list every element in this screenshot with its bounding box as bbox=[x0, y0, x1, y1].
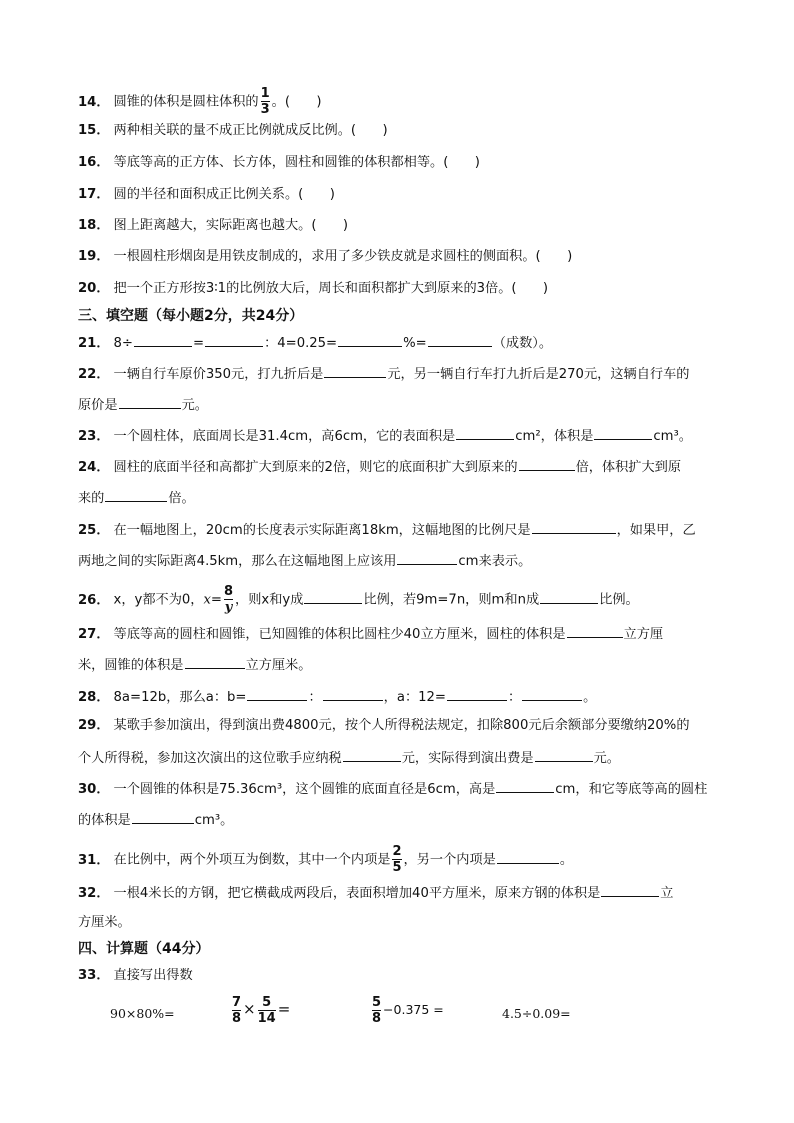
question-number: 33． bbox=[78, 968, 110, 983]
math-operator: = bbox=[277, 1000, 291, 1018]
question-31 bbox=[78, 845, 573, 874]
question-text: 圆锥的体积是圆柱体积的 bbox=[113, 94, 259, 110]
answer-blank[interactable] bbox=[497, 850, 559, 864]
question-29-cont bbox=[78, 748, 620, 768]
question-text: 两种相关联的量不成正比例就成反比例。( ) bbox=[113, 123, 388, 138]
fraction-numerator: 5 bbox=[372, 995, 382, 1010]
calc-item-4: 4.5÷0.09= bbox=[502, 1006, 571, 1021]
answer-blank[interactable] bbox=[532, 520, 616, 534]
question-text: 立 bbox=[660, 886, 674, 901]
answer-bracket: 。( ) bbox=[271, 94, 322, 110]
question-number: 24． bbox=[78, 460, 110, 475]
answer-blank[interactable] bbox=[496, 779, 554, 793]
question-24 bbox=[78, 457, 681, 477]
question-24-cont bbox=[78, 488, 195, 508]
question-number: 23． bbox=[78, 429, 110, 444]
answer-blank[interactable] bbox=[247, 687, 307, 701]
question-text: 比例，若9m=7n，则m和n成 bbox=[363, 592, 540, 608]
question-number: 20． bbox=[78, 281, 110, 296]
answer-blank[interactable] bbox=[119, 395, 181, 409]
fraction bbox=[392, 845, 401, 874]
question-text: 等底等高的正方体、长方体，圆柱和圆锥的体积都相等。( ) bbox=[113, 155, 480, 170]
answer-blank[interactable] bbox=[132, 810, 194, 824]
question-text: ，a：12= bbox=[383, 690, 446, 705]
question-number: 18． bbox=[78, 218, 110, 233]
section-heading: 四、计算题（44分） bbox=[78, 941, 210, 957]
calc-item-2 bbox=[230, 996, 290, 1025]
question-number: 21． bbox=[78, 336, 110, 351]
question-number: 30． bbox=[78, 782, 110, 797]
question-text: 某歌手参加演出，得到演出费4800元，按个人所得税法规定，扣除800元后余额部分要缴纳20%的 bbox=[113, 718, 690, 733]
fraction bbox=[261, 87, 270, 116]
answer-blank[interactable] bbox=[428, 333, 492, 347]
question-number: 15． bbox=[78, 123, 110, 138]
question-30 bbox=[78, 779, 707, 799]
question-text: 个人所得税，参加这次演出的这位歌手应纳税 bbox=[78, 751, 342, 766]
question-text: 方厘米。 bbox=[78, 915, 131, 930]
question-number: 17． bbox=[78, 187, 110, 202]
question-15 bbox=[78, 122, 388, 140]
question-text: 米，圆锥的体积是 bbox=[78, 658, 184, 673]
question-28 bbox=[78, 687, 596, 707]
question-22 bbox=[78, 364, 689, 384]
question-32-cont bbox=[78, 914, 131, 932]
answer-blank[interactable] bbox=[522, 687, 582, 701]
question-21 bbox=[78, 333, 552, 353]
answer-blank[interactable] bbox=[535, 748, 593, 762]
question-text: 图上距离越大，实际距离也越大。( ) bbox=[113, 218, 349, 233]
question-text: 一个圆锥的体积是75.36cm³，这个圆锥的底面直径是6cm，高是 bbox=[113, 782, 496, 797]
answer-blank[interactable] bbox=[601, 883, 659, 897]
answer-blank[interactable] bbox=[134, 333, 192, 347]
fraction-denominator: 8 bbox=[372, 1011, 382, 1026]
question-text: 直接写出得数 bbox=[113, 968, 193, 983]
question-text: %= bbox=[403, 336, 427, 351]
calc-item-1: 90×80%= bbox=[110, 1006, 175, 1021]
question-text: ： bbox=[507, 690, 522, 705]
question-number: 27． bbox=[78, 627, 110, 642]
fraction-denominator: 3 bbox=[260, 102, 270, 117]
math-operator: × bbox=[243, 1000, 256, 1018]
fraction-numerator: 8 bbox=[223, 584, 234, 599]
question-text: 一根圆柱形烟囱是用铁皮制成的，求用了多少铁皮就是求圆柱的侧面积。( ) bbox=[113, 249, 573, 264]
question-text: 一个圆柱体，底面周长是31.4cm，高6cm，它的表面积是 bbox=[113, 429, 456, 444]
fraction bbox=[232, 996, 241, 1025]
answer-blank[interactable] bbox=[304, 590, 362, 604]
question-text: ，如果甲，乙 bbox=[616, 523, 696, 538]
question-text: 圆的半径和面积成正比例关系。( ) bbox=[113, 187, 335, 202]
question-text: 元，另一辆自行车打九折后是270元，这辆自行车的 bbox=[387, 367, 690, 382]
question-32 bbox=[78, 883, 673, 903]
question-text: 立方厘 bbox=[623, 627, 664, 642]
fraction-numerator: 7 bbox=[232, 995, 242, 1010]
question-text: cm，和它等底等高的圆柱 bbox=[555, 782, 708, 797]
question-text: 比例。 bbox=[599, 592, 639, 608]
question-text: （成数）。 bbox=[492, 336, 553, 351]
question-text: 在比例中，两个外项互为倒数，其中一个内项是 bbox=[113, 852, 391, 868]
question-text: = bbox=[193, 336, 205, 351]
answer-blank[interactable] bbox=[540, 590, 598, 604]
math-operator: = bbox=[210, 592, 222, 608]
question-text: 8a=12b，那么a：b= bbox=[113, 690, 247, 705]
answer-blank[interactable] bbox=[323, 687, 383, 701]
question-text: 等底等高的圆柱和圆锥，已知圆锥的体积比圆柱少40立方厘米，圆柱的体积是 bbox=[113, 627, 566, 642]
question-text: ，则x和y成 bbox=[235, 592, 304, 608]
question-text: 把一个正方形按3∶1的比例放大后，周长和面积都扩大到原来的3倍。( ) bbox=[113, 281, 549, 296]
question-18 bbox=[78, 217, 348, 235]
question-number: 28． bbox=[78, 690, 110, 705]
answer-blank[interactable] bbox=[105, 488, 167, 502]
math-variable: x bbox=[203, 592, 211, 608]
answer-blank[interactable] bbox=[343, 748, 401, 762]
question-number: 14． bbox=[78, 94, 110, 110]
question-text: 倍。 bbox=[168, 491, 195, 506]
question-26 bbox=[78, 585, 639, 614]
fraction bbox=[258, 996, 276, 1025]
question-25-cont bbox=[78, 551, 531, 571]
question-text: 。 bbox=[559, 852, 574, 868]
question-text: 在一幅地图上，20cm的长度表示实际距离18km，这幅地图的比例尺是 bbox=[113, 523, 531, 538]
question-number: 31． bbox=[78, 852, 110, 868]
question-text: cm³。 bbox=[653, 429, 692, 444]
question-16 bbox=[78, 154, 480, 172]
question-text: 一根4米长的方钢，把它横截成两段后，表面积增加40平方厘米，原来方钢的体积是 bbox=[113, 886, 601, 901]
question-text: ，另一个内项是 bbox=[403, 852, 496, 868]
answer-blank[interactable] bbox=[456, 426, 514, 440]
answer-blank[interactable] bbox=[185, 655, 245, 669]
question-text: 两地之间的实际距离4.5km，那么在这幅地图上应该用 bbox=[78, 554, 397, 569]
question-20 bbox=[78, 280, 548, 298]
question-17 bbox=[78, 186, 335, 204]
question-text: 圆柱的底面半径和高都扩大到原来的2倍，则它的底面积扩大到原来的 bbox=[113, 460, 518, 475]
question-number: 22． bbox=[78, 367, 110, 382]
fraction-denominator: 14 bbox=[257, 1011, 276, 1026]
question-text: ：4=0.25= bbox=[264, 336, 338, 351]
question-text: 元。 bbox=[181, 398, 208, 413]
question-text: x，y都不为0， bbox=[113, 592, 204, 608]
fraction-denominator: 5 bbox=[392, 860, 402, 875]
question-text: cm来表示。 bbox=[458, 554, 532, 569]
fraction-denominator: y bbox=[224, 600, 233, 615]
question-text: 倍，体积扩大到原 bbox=[575, 460, 682, 475]
question-text: 来的 bbox=[78, 491, 105, 506]
answer-blank[interactable] bbox=[519, 457, 575, 471]
fraction-numerator: 2 bbox=[392, 844, 402, 859]
question-number: 32． bbox=[78, 886, 110, 901]
question-33 bbox=[78, 967, 193, 985]
fraction-denominator: 8 bbox=[232, 1011, 242, 1026]
answer-blank[interactable] bbox=[447, 687, 507, 701]
calc-item-3 bbox=[370, 996, 444, 1025]
question-23 bbox=[78, 426, 692, 446]
answer-blank[interactable] bbox=[567, 624, 623, 638]
answer-blank[interactable] bbox=[205, 333, 263, 347]
question-22-cont bbox=[78, 395, 208, 415]
question-29 bbox=[78, 717, 690, 735]
question-number: 25． bbox=[78, 523, 110, 538]
question-text: 。 bbox=[583, 690, 597, 705]
answer-blank[interactable] bbox=[594, 426, 652, 440]
answer-blank[interactable] bbox=[338, 333, 402, 347]
question-text: 元。 bbox=[593, 751, 620, 766]
question-text: cm³。 bbox=[194, 813, 234, 828]
fraction bbox=[372, 996, 381, 1025]
question-number: 16． bbox=[78, 155, 110, 170]
question-text: 8÷ bbox=[113, 336, 133, 351]
fraction-numerator: 5 bbox=[262, 995, 272, 1010]
question-text: cm²，体积是 bbox=[515, 429, 594, 444]
question-text: ： bbox=[308, 690, 322, 705]
question-27 bbox=[78, 624, 663, 644]
question-text: 元，实际得到演出费是 bbox=[401, 751, 534, 766]
question-text: 的体积是 bbox=[78, 813, 131, 828]
question-text: 立方厘米。 bbox=[245, 658, 312, 673]
math-expression: −0.375 = bbox=[383, 1002, 444, 1017]
fraction-numerator: 1 bbox=[260, 86, 270, 101]
fraction bbox=[224, 585, 233, 614]
question-27-cont bbox=[78, 655, 311, 675]
question-30-cont bbox=[78, 810, 233, 830]
question-14 bbox=[78, 87, 322, 116]
question-number: 29． bbox=[78, 718, 110, 733]
section-heading: 三、填空题（每小题2分，共24分） bbox=[78, 308, 304, 324]
question-text: 一辆自行车原价350元，打九折后是 bbox=[113, 367, 324, 382]
answer-blank[interactable] bbox=[397, 551, 457, 565]
question-number: 26． bbox=[78, 592, 110, 608]
question-25 bbox=[78, 520, 696, 540]
question-text: 原价是 bbox=[78, 398, 118, 413]
answer-blank[interactable] bbox=[324, 364, 386, 378]
question-number: 19． bbox=[78, 249, 110, 264]
question-19 bbox=[78, 248, 572, 266]
